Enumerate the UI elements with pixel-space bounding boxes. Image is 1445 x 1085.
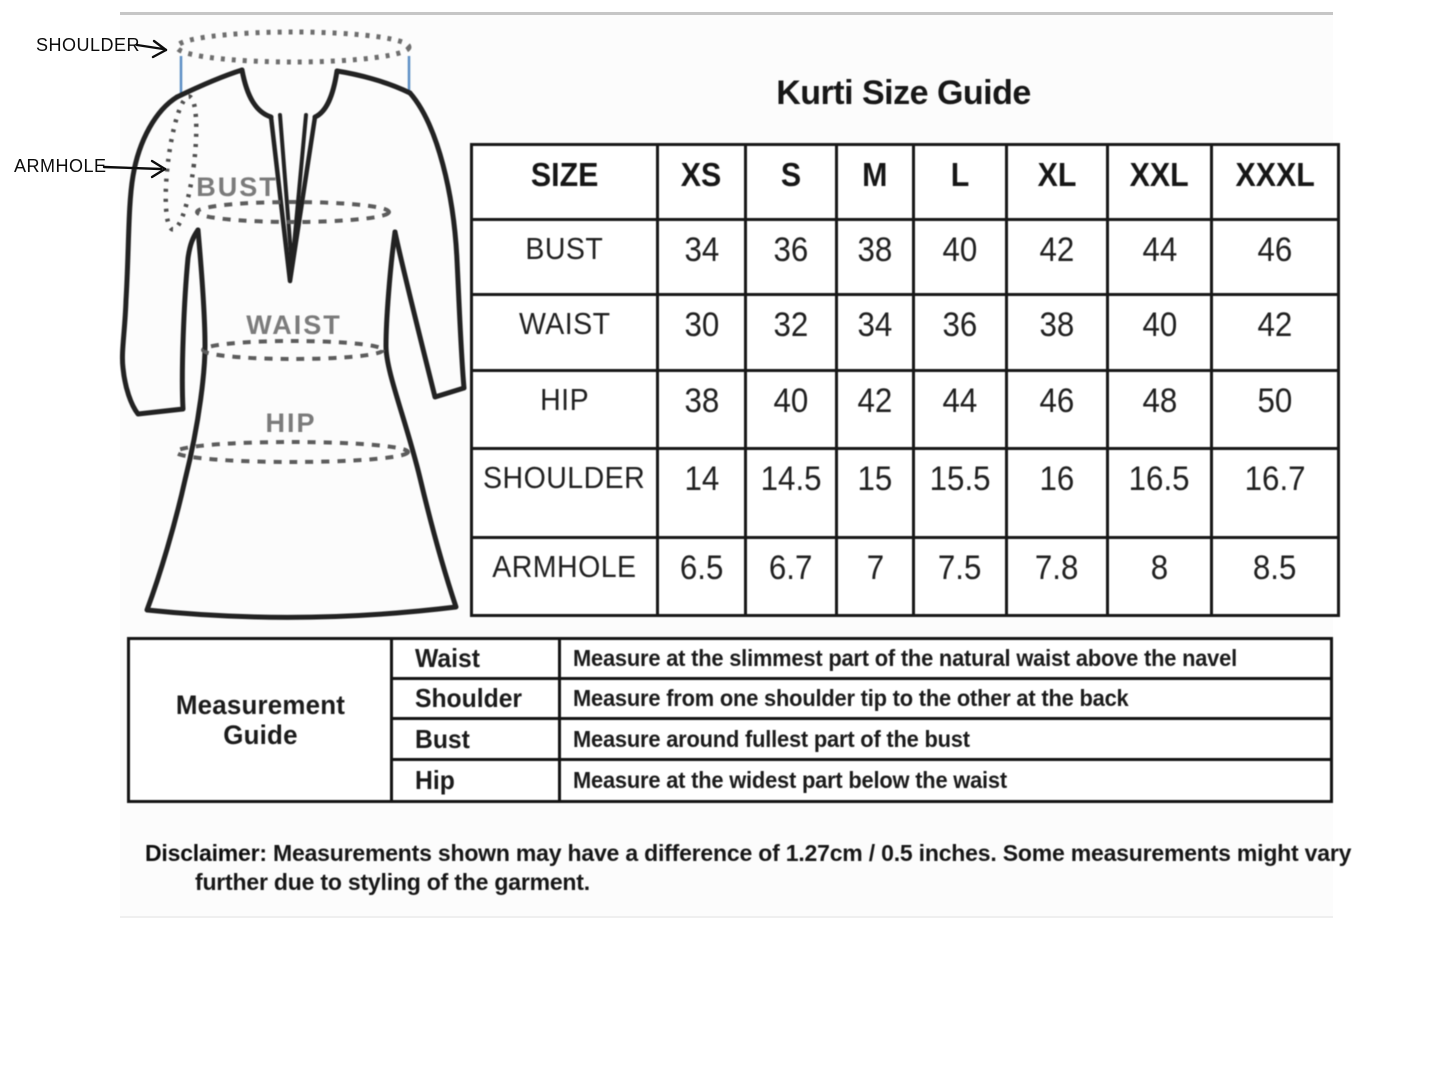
size-cell [746,371,837,449]
shoulder-arrow-icon [137,41,166,57]
size-cell [658,538,746,616]
bust-measure-ellipse [197,202,389,222]
measurement-guide-table [127,637,1333,803]
row-label-cell [472,220,658,295]
row-label: BUST [525,231,604,266]
guide-description: Measure around fullest part of the bust [573,725,970,752]
disclaimer [145,839,1387,897]
size-cell [1108,538,1212,616]
size-cell [1108,371,1212,449]
row-label: SHOULDER [483,460,646,495]
size-cell [1007,371,1108,449]
guide-label: Hip [415,765,455,795]
row-label: ARMHOLE [492,549,637,584]
guide-row-waist [129,639,1332,679]
size-cell [837,449,914,538]
guide-description-cell [560,679,1332,719]
size-table-header-cell [658,145,746,220]
cell-value: 50 [1257,382,1293,420]
measurement-guide-title: Measurement Guide [175,690,345,750]
size-table-header-cell [837,145,914,220]
header-m: M [862,156,888,193]
size-cell [1212,295,1339,371]
cell-value: 8 [1150,549,1169,587]
size-cell [914,220,1007,295]
cell-value: 7 [866,549,884,587]
shoulder-measure-ellipse [177,32,409,62]
cell-value: 38 [1039,306,1075,344]
size-cell [1007,220,1108,295]
size-cell [1108,449,1212,538]
size-cell [658,371,746,449]
guide-description-cell [560,639,1332,679]
size-cell [658,220,746,295]
guide-description-cell [560,719,1332,760]
guide-description: Measure from one shoulder tip to the other at the back [573,685,1129,711]
cell-value: 16 [1039,460,1075,498]
cell-value: 7.5 [938,549,982,587]
cell-value: 42 [1039,231,1075,269]
table-row-hip [472,371,1339,449]
size-cell [746,538,837,616]
cell-value: 16.5 [1129,460,1190,498]
header-l: L [950,156,970,193]
size-cell [658,295,746,371]
annotation-overlay [0,0,200,220]
disclaimer-label: Disclaimer: [145,840,267,866]
size-cell [837,538,914,616]
armhole-arrow-icon [104,161,165,177]
size-cell [837,295,914,371]
header-size: SIZE [530,156,599,193]
cell-value: 7.8 [1035,549,1079,587]
cell-value: 36 [773,231,809,269]
cell-value: 38 [684,382,719,420]
cell-value: 40 [773,382,809,420]
cell-value: 42 [857,382,893,420]
guide-label: Shoulder [415,683,523,713]
row-label-cell [472,538,658,616]
guide-label: Waist [415,643,480,673]
cell-value: 15 [857,460,893,498]
size-cell [914,371,1007,449]
size-cell [658,449,746,538]
size-cell [914,295,1007,371]
size-cell [1007,295,1108,371]
cell-value: 46 [1039,382,1075,420]
table-row-armhole [472,538,1339,616]
header-xxl: XXL [1129,156,1190,193]
guide-description: Measure at the slimmest part of the natural waist above the navel [573,645,1237,671]
header-xl: XL [1037,156,1077,193]
guide-label-cell [392,719,560,760]
guide-description-cell [560,760,1332,802]
shoulder-annotation-label: SHOULDER [36,35,141,55]
size-cell [914,449,1007,538]
cell-value: 6.7 [769,549,813,587]
row-label: HIP [540,382,589,417]
measurement-guide-title-cell [129,639,392,802]
cell-value: 40 [1142,306,1177,344]
size-cell [914,538,1007,616]
cell-value: 46 [1257,231,1293,269]
size-cell [1212,220,1339,295]
row-label: WAIST [518,306,611,341]
size-cell [1007,449,1108,538]
size-table [470,143,1340,617]
cell-value: 44 [1142,231,1177,269]
table-row-bust [472,220,1339,295]
size-table-header-cell [1212,145,1339,220]
size-cell [746,295,837,371]
header-s: S [780,156,802,193]
table-row-shoulder [472,449,1339,538]
size-cell [746,220,837,295]
cell-value: 34 [857,306,893,344]
size-cell [1108,220,1212,295]
cell-value: 6.5 [679,549,724,587]
guide-description: Measure at the widest part below the waist [573,767,1007,793]
guide-label-cell [392,639,560,679]
cell-value: 40 [942,231,978,269]
size-table-header-cell [1108,145,1212,220]
size-cell [746,449,837,538]
size-cell [1007,538,1108,616]
cell-value: 15.5 [929,460,991,498]
cell-value: 16.7 [1244,460,1306,498]
guide-label-cell [392,760,560,802]
size-table-header-cell [914,145,1007,220]
header-xxxl: XXXL [1235,156,1315,193]
cell-value: 14 [684,460,719,498]
size-cell [837,220,914,295]
size-table-header-cell [1007,145,1108,220]
size-cell [837,371,914,449]
armhole-annotation-label: ARMHOLE [14,156,107,176]
cell-value: 34 [684,231,719,269]
guide-label-cell [392,679,560,719]
header-xs: XS [681,156,722,193]
size-table-header-cell [472,145,658,220]
cell-value: 42 [1257,306,1293,344]
waist-garment-label: WAIST [246,310,342,340]
size-cell [1212,538,1339,616]
table-row-waist [472,295,1339,371]
guide-label: Bust [415,723,470,754]
cell-value: 8.5 [1253,549,1297,587]
disclaimer-text: Measurements shown may have a difference of 1.27cm / 0.5 inches. Some measurements might vary further due to styling of the garment. [195,840,1352,895]
size-cell [1108,295,1212,371]
cell-value: 48 [1142,382,1177,420]
cell-value: 30 [684,306,719,344]
hip-measure-ellipse [176,442,408,462]
cell-value: 14.5 [760,460,822,498]
bust-garment-label: BUST [196,172,278,202]
size-cell [1212,449,1339,538]
row-label-cell [472,449,658,538]
size-table-header-row [472,145,1339,220]
page-title: Kurti Size Guide [776,74,1031,112]
row-label-cell [472,371,658,449]
cell-value: 44 [942,382,978,420]
cell-value: 36 [942,306,978,344]
size-table-header-cell [746,145,837,220]
cell-value: 32 [773,306,809,344]
hip-garment-label: HIP [265,408,317,438]
size-cell [1212,371,1339,449]
cell-value: 38 [857,231,893,269]
waist-measure-ellipse [203,341,383,359]
row-label-cell [472,295,658,371]
